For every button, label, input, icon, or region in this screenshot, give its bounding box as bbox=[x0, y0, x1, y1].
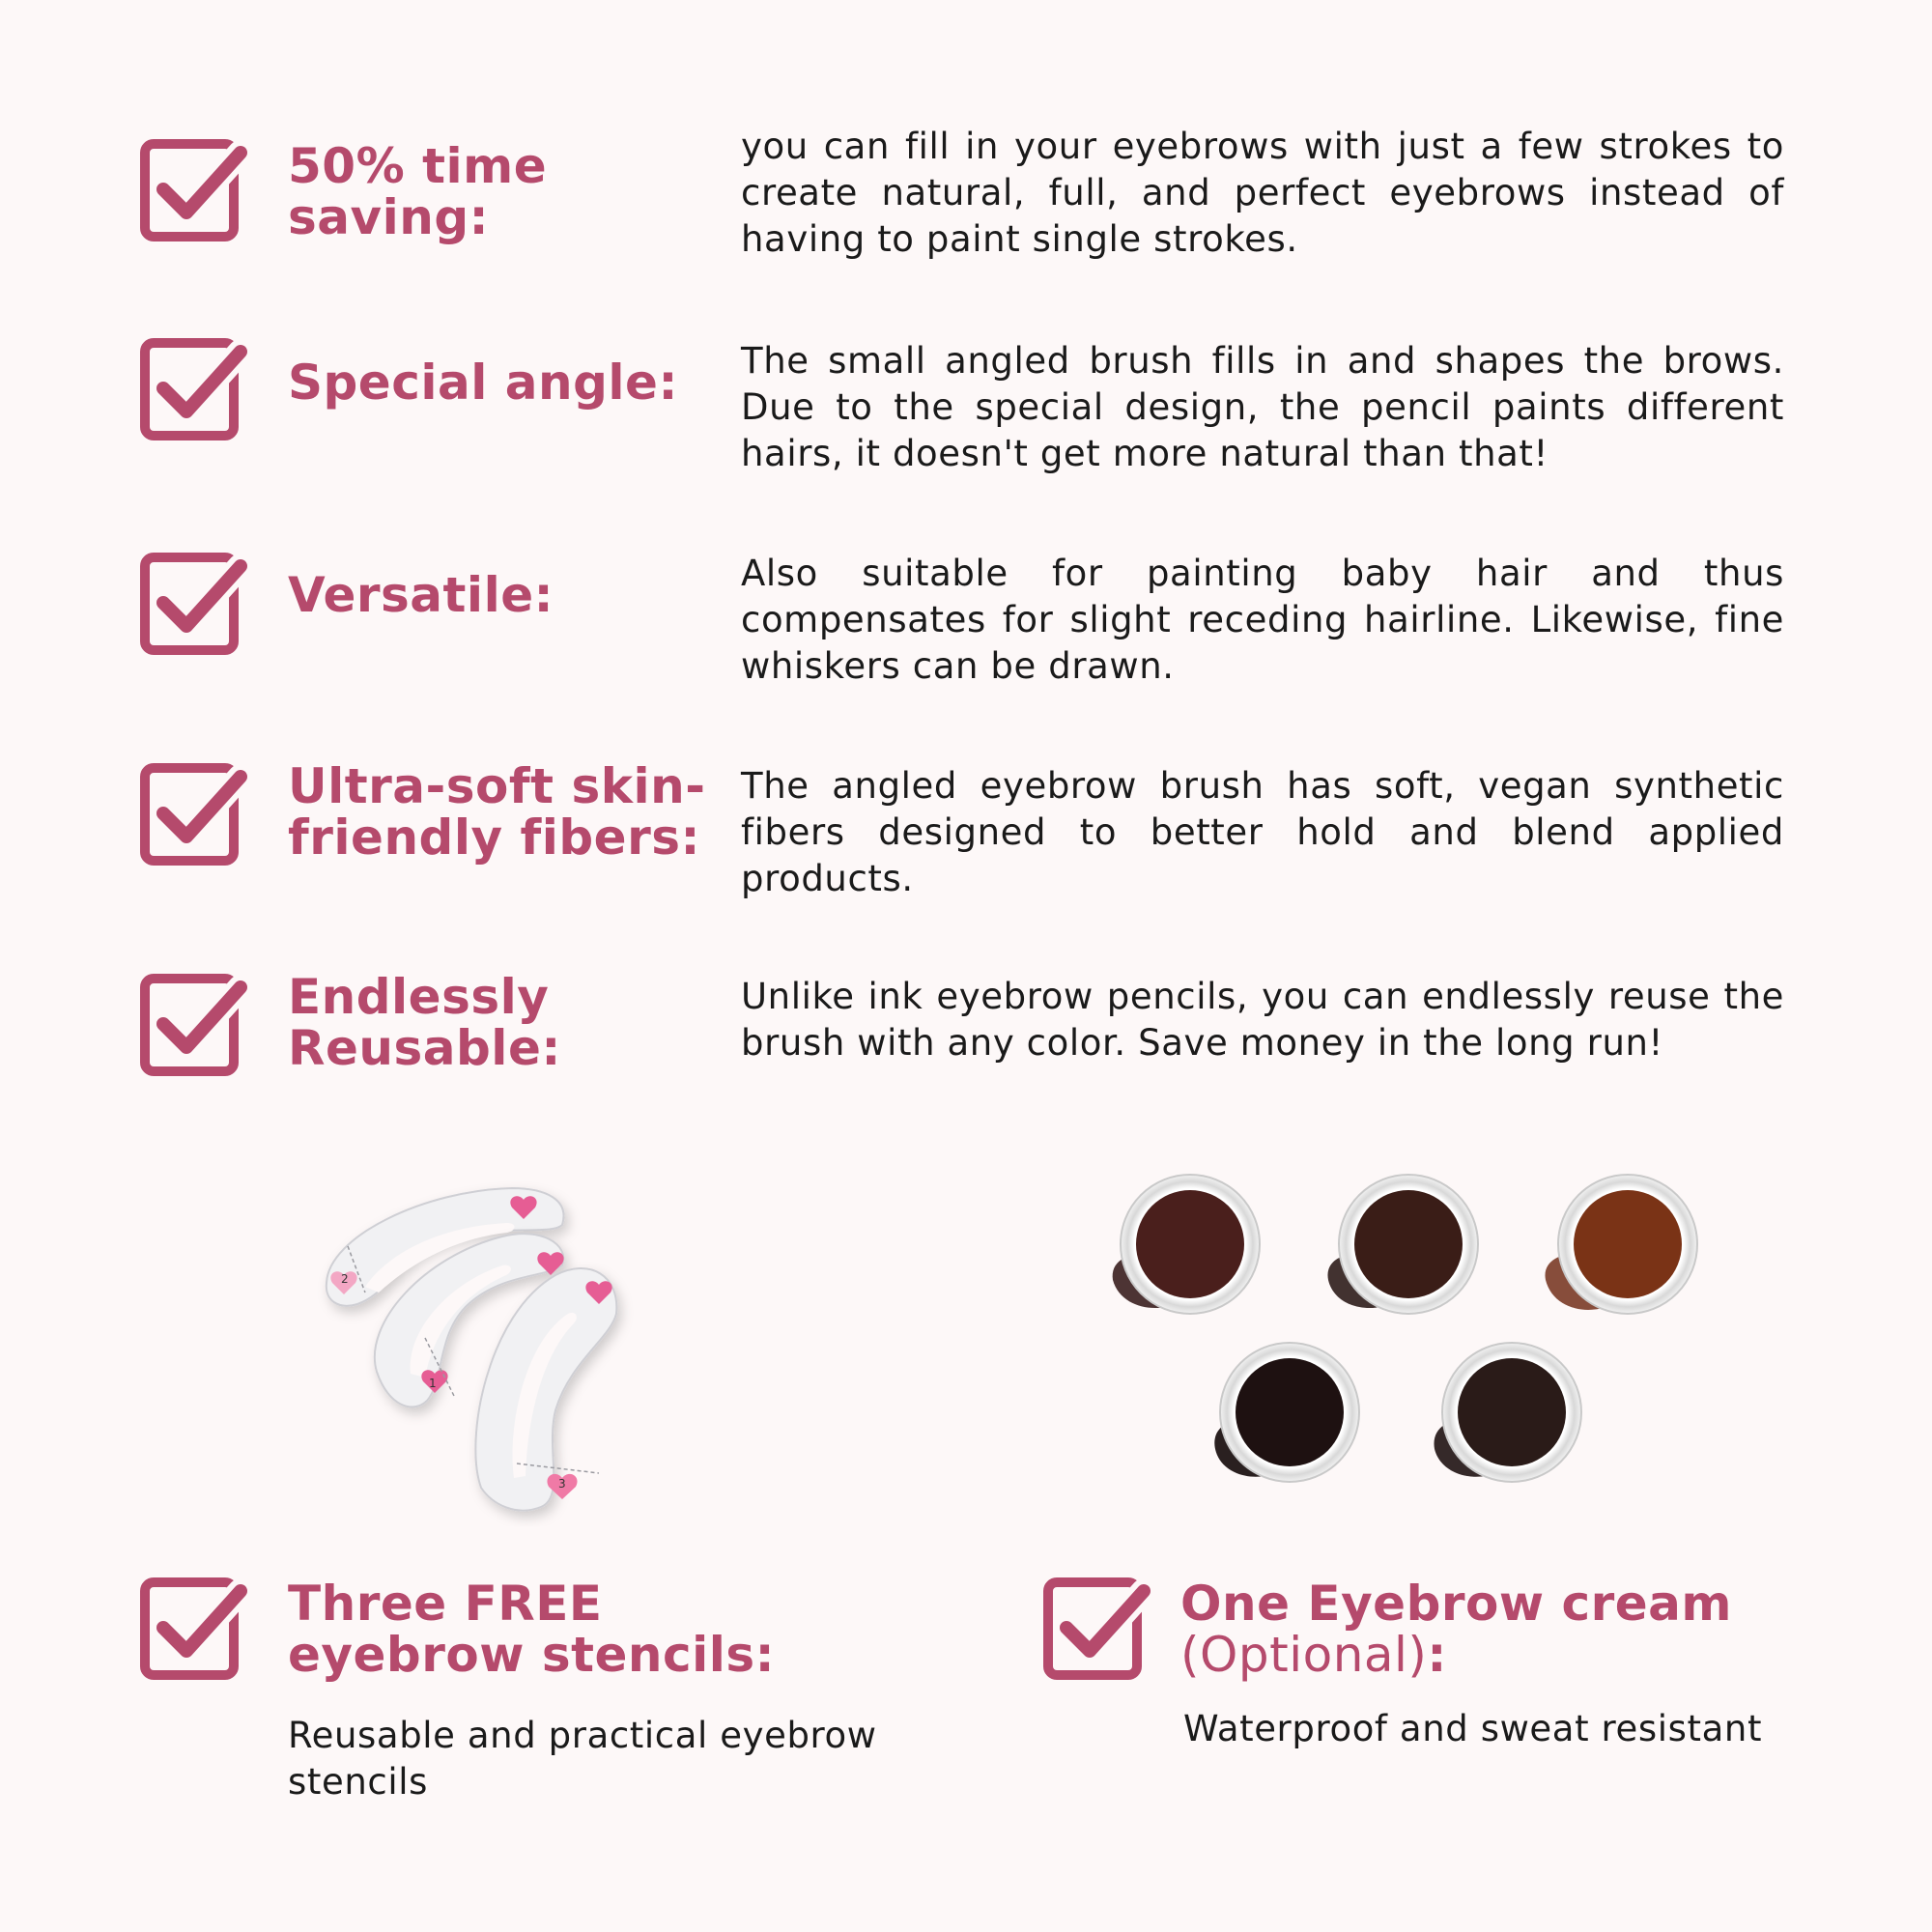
feature-title: Special angle: bbox=[288, 355, 678, 411]
cream-title-bold: One Eyebrow cream bbox=[1180, 1576, 1733, 1632]
eyebrow-stencils-image bbox=[309, 1169, 696, 1526]
checkbox-checked-icon bbox=[1043, 1577, 1151, 1682]
feature-description: The small angled brush fills in and shapes the brows. Due to the special design, the pencil paints different hairs, it doesn't get more natural than that! bbox=[741, 340, 1784, 474]
stencils-description: Reusable and practical eyebrow stencils bbox=[288, 1715, 877, 1803]
checkbox-checked-icon bbox=[140, 1577, 248, 1682]
stencil-number: 1 bbox=[429, 1377, 437, 1390]
feature-description: Also suitable for painting baby hair and thus compensates for slight receding hairline. Likewise, fine whiskers can be drawn. bbox=[741, 553, 1784, 687]
checkbox-checked-icon bbox=[140, 553, 248, 657]
cream-title-optional-line bbox=[1180, 1627, 1799, 1683]
cream-description: Waterproof and sweat resistant bbox=[1183, 1708, 1763, 1749]
feature-title: Ultra-soft skin-friendly fibers: bbox=[288, 758, 706, 866]
feature-description: you can fill in your eyebrows with just a few strokes to create natural, full, and perfect eyebrows instead of having to paint single strokes. bbox=[741, 126, 1784, 260]
feature-title: Versatile: bbox=[288, 567, 554, 623]
cream-optional-label: (Optional) bbox=[1180, 1627, 1428, 1683]
stencil-number: 2 bbox=[341, 1272, 349, 1286]
checkbox-checked-icon bbox=[140, 139, 248, 243]
feature-title: 50% time saving: bbox=[288, 138, 548, 245]
eyebrow-cream-jars-image bbox=[1101, 1159, 1729, 1546]
stencils-title: Three FREE eyebrow stencils: bbox=[288, 1576, 776, 1683]
feature-description: The angled eyebrow brush has soft, vegan synthetic fibers designed to better hold and blend applied products. bbox=[741, 765, 1784, 899]
checkbox-checked-icon bbox=[140, 338, 248, 442]
cream-title bbox=[1180, 1578, 1799, 1681]
checkbox-checked-icon bbox=[140, 974, 248, 1078]
checkbox-checked-icon bbox=[140, 763, 248, 867]
feature-description: Unlike ink eyebrow pencils, you can endlessly reuse the brush with any color. Save money in the long run! bbox=[741, 976, 1784, 1064]
stencil-number: 3 bbox=[558, 1477, 566, 1491]
cream-title-colon: : bbox=[1427, 1627, 1447, 1683]
feature-title: Endlessly Reusable: bbox=[288, 969, 561, 1076]
